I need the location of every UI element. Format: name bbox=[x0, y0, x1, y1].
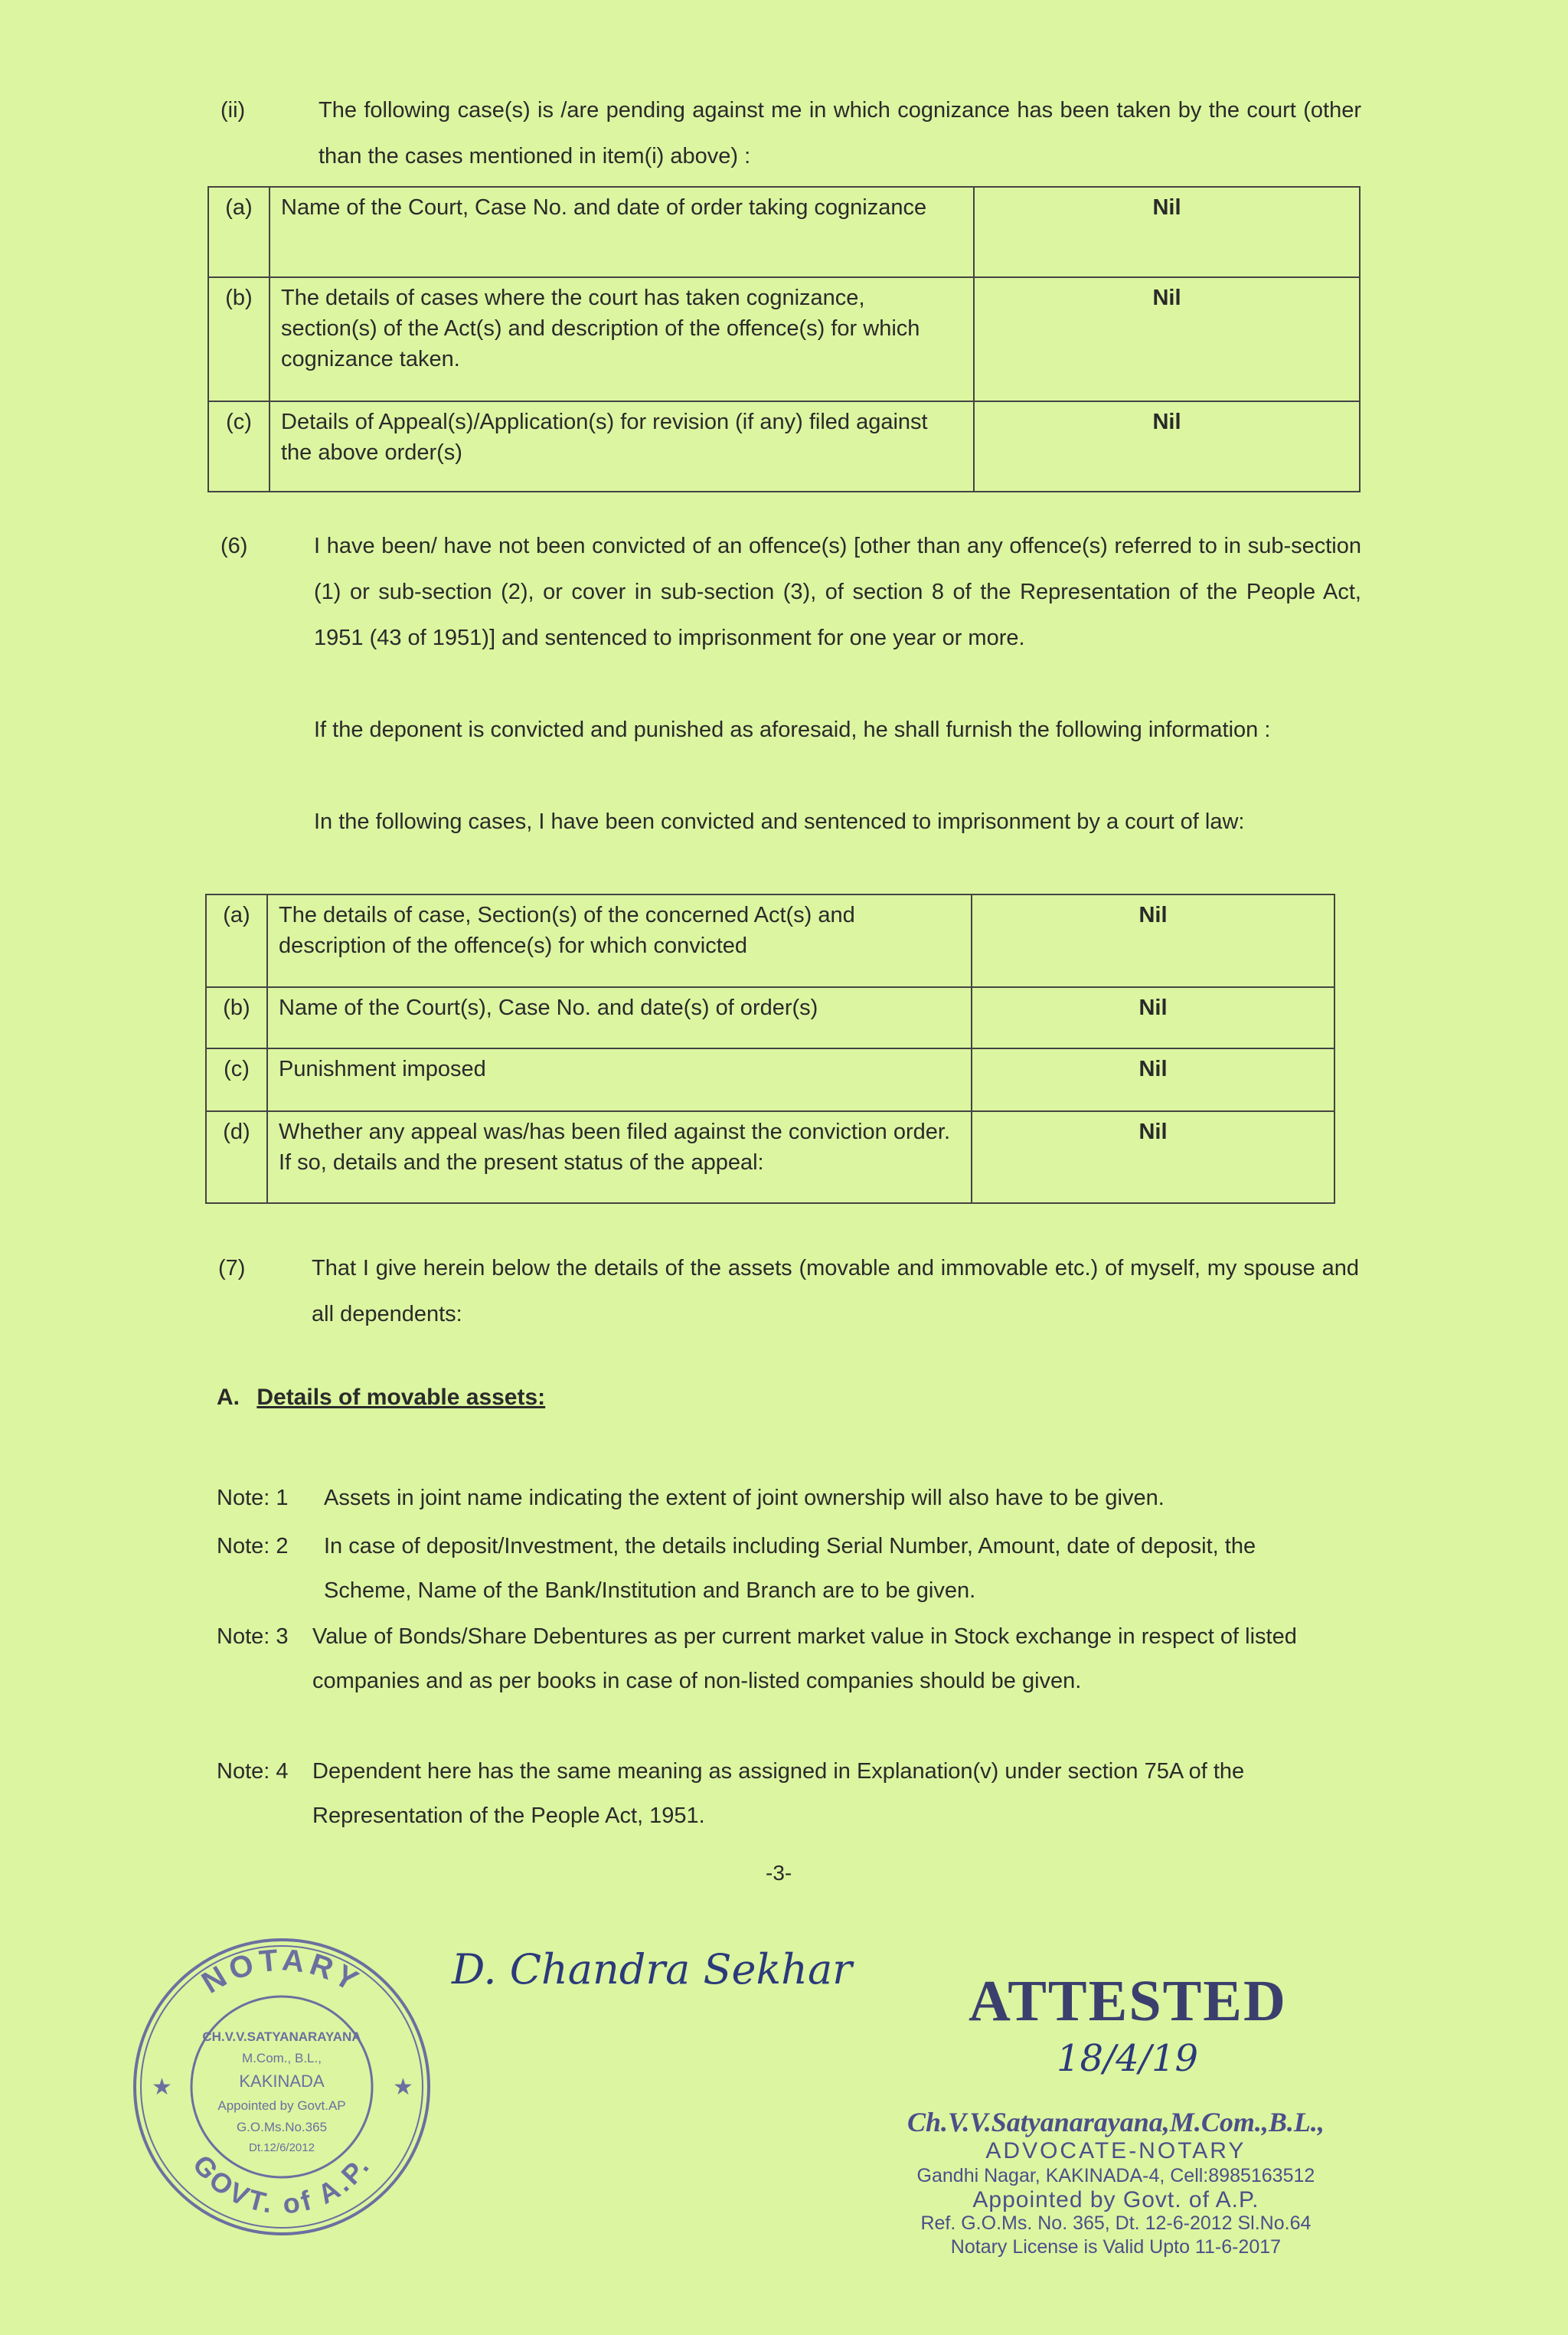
seal-star-right-icon: ★ bbox=[393, 2074, 413, 2101]
note-4 bbox=[217, 1749, 1365, 1838]
seal-star-left-icon: ★ bbox=[152, 2074, 172, 2101]
row-description: Name of the Court, Case No. and date of order taking cognizance bbox=[270, 187, 974, 277]
row-value: Nil bbox=[972, 1048, 1334, 1111]
item-6-text-1: I have been/ have not been convicted of an offence(s) [other than any offence(s) referred to in sub-section (1) or sub-section (2), or cover in sub-section (3), of section 8 of the Representation of the People Act, 1951 (43 of 1951)] and sentenced to imprisonment for one year or more. bbox=[314, 534, 1361, 650]
row-description: The details of cases where the court has taken cognizance, section(s) of the Act(s) and description of the offence(s) for which cognizance taken. bbox=[270, 277, 974, 401]
notary-reference: Ref. G.O.Ms. No. 365, Dt. 12-6-2012 Sl.No.64 bbox=[920, 2212, 1312, 2234]
item-ii bbox=[220, 87, 1361, 179]
note-text: In case of deposit/Investment, the details including Serial Number, Amount, date of deposit, the Scheme, Name of the Bank/Institution and Branch are to be given. bbox=[324, 1534, 1256, 1603]
seal-go: G.O.Ms.No.365 bbox=[236, 2120, 328, 2134]
section-a-prefix: A. bbox=[217, 1385, 240, 1410]
table-row bbox=[208, 401, 1360, 492]
section-a-heading bbox=[217, 1385, 545, 1411]
notary-seal bbox=[129, 1934, 435, 2240]
row-label: (c) bbox=[206, 1048, 267, 1111]
row-label: (a) bbox=[206, 894, 267, 987]
section-a-title: Details of movable assets: bbox=[256, 1385, 546, 1410]
item-6-text-2: If the deponent is convicted and punished as aforesaid, he shall furnish the following information : bbox=[314, 718, 1271, 742]
note-label: Note: 3 bbox=[217, 1624, 289, 1649]
seal-name: CH.V.V.SATYANARAYANA bbox=[202, 2029, 361, 2044]
notary-address: Gandhi Nagar, KAKINADA-4, Cell:8985163512 bbox=[916, 2165, 1315, 2186]
note-label: Note: 2 bbox=[217, 1534, 289, 1558]
page-number: -3- bbox=[766, 1861, 792, 1885]
row-value: Nil bbox=[972, 987, 1334, 1048]
row-label: (d) bbox=[206, 1111, 267, 1203]
item-7-number: (7) bbox=[218, 1256, 246, 1280]
row-label: (c) bbox=[208, 401, 270, 492]
item-6-number: (6) bbox=[220, 534, 248, 558]
deponent-signature: D. Chandra Sekhar bbox=[452, 1945, 852, 1993]
item-6 bbox=[220, 523, 1361, 891]
seal-city: KAKINADA bbox=[239, 2072, 325, 2091]
row-label: (a) bbox=[208, 187, 270, 277]
note-1 bbox=[217, 1476, 1365, 1520]
notary-appointed: Appointed by Govt. of A.P. bbox=[972, 2187, 1259, 2212]
item-ii-number: (ii) bbox=[220, 98, 246, 123]
table-row bbox=[206, 987, 1334, 1048]
note-text: Dependent here has the same meaning as assigned in Explanation(v) under section 75A of the Representation of the People Act, 1951. bbox=[312, 1759, 1245, 1828]
note-label: Note: 4 bbox=[217, 1759, 289, 1784]
item-6-text-3: In the following cases, I have been convicted and sentenced to imprisonment by a court of law: bbox=[314, 809, 1245, 834]
table-row bbox=[206, 894, 1334, 987]
seal-top-text: NOTARY bbox=[196, 1943, 368, 2000]
svg-text:GOVT. of A.P. bbox=[187, 2149, 377, 2220]
row-description: Details of Appeal(s)/Application(s) for revision (if any) filed against the above order(s) bbox=[270, 401, 974, 492]
item-ii-text: The following case(s) is /are pending against me in which cognizance has been taken by the court (other than the cases mentioned in item(i) above) : bbox=[318, 98, 1361, 168]
seal-appointed: Appointed by Govt.AP bbox=[217, 2098, 346, 2113]
notary-name: Ch.V.V.Satyanarayana,M.Com.,B.L., bbox=[907, 2107, 1325, 2137]
notary-role: ADVOCATE-NOTARY bbox=[985, 2138, 1246, 2163]
row-value: Nil bbox=[974, 187, 1360, 277]
seal-degree: M.Com., B.L., bbox=[242, 2051, 322, 2065]
note-text: Value of Bonds/Share Debentures as per current market value in Stock exchange in respect of listed companies and as per books in case of non-listed companies should be given. bbox=[312, 1624, 1297, 1693]
row-description: The details of case, Section(s) of the concerned Act(s) and description of the offence(s) for which convicted bbox=[267, 894, 972, 987]
notary-license: Notary License is Valid Upto 11-6-2017 bbox=[950, 2236, 1282, 2258]
seal-bottom-text: GOVT. of A.P. bbox=[186, 2148, 377, 2220]
notary-initials: 18/4/19 bbox=[1057, 2037, 1199, 2080]
note-label: Note: 1 bbox=[217, 1486, 289, 1510]
notary-stamp bbox=[907, 2106, 1325, 2259]
note-3 bbox=[217, 1614, 1365, 1748]
row-value: Nil bbox=[974, 277, 1360, 401]
item-7 bbox=[218, 1245, 1359, 1337]
item-7-text: That I give herein below the details of the assets (movable and immovable etc.) of myself, my spouse and all dependents: bbox=[312, 1256, 1359, 1326]
row-label: (b) bbox=[208, 277, 270, 401]
seal-date: Dt.12/6/2012 bbox=[249, 2141, 315, 2154]
note-2 bbox=[217, 1524, 1365, 1613]
table-row bbox=[206, 1111, 1334, 1203]
row-value: Nil bbox=[972, 1111, 1334, 1203]
row-description: Punishment imposed bbox=[267, 1048, 972, 1111]
convictions-table bbox=[205, 894, 1335, 1204]
row-description: Whether any appeal was/has been filed against the conviction order. If so, details and the present status of the appeal: bbox=[267, 1111, 972, 1203]
attested-stamp: ATTESTED bbox=[969, 1969, 1287, 2033]
row-description: Name of the Court(s), Case No. and date(s) of order(s) bbox=[267, 987, 972, 1048]
table-row bbox=[206, 1048, 1334, 1111]
note-text: Assets in joint name indicating the extent of joint ownership will also have to be given. bbox=[324, 1486, 1165, 1510]
pending-cases-table bbox=[207, 186, 1361, 492]
table-row bbox=[208, 277, 1360, 401]
row-value: Nil bbox=[972, 894, 1334, 987]
row-value: Nil bbox=[974, 401, 1360, 492]
table-row bbox=[208, 187, 1360, 277]
row-label: (b) bbox=[206, 987, 267, 1048]
